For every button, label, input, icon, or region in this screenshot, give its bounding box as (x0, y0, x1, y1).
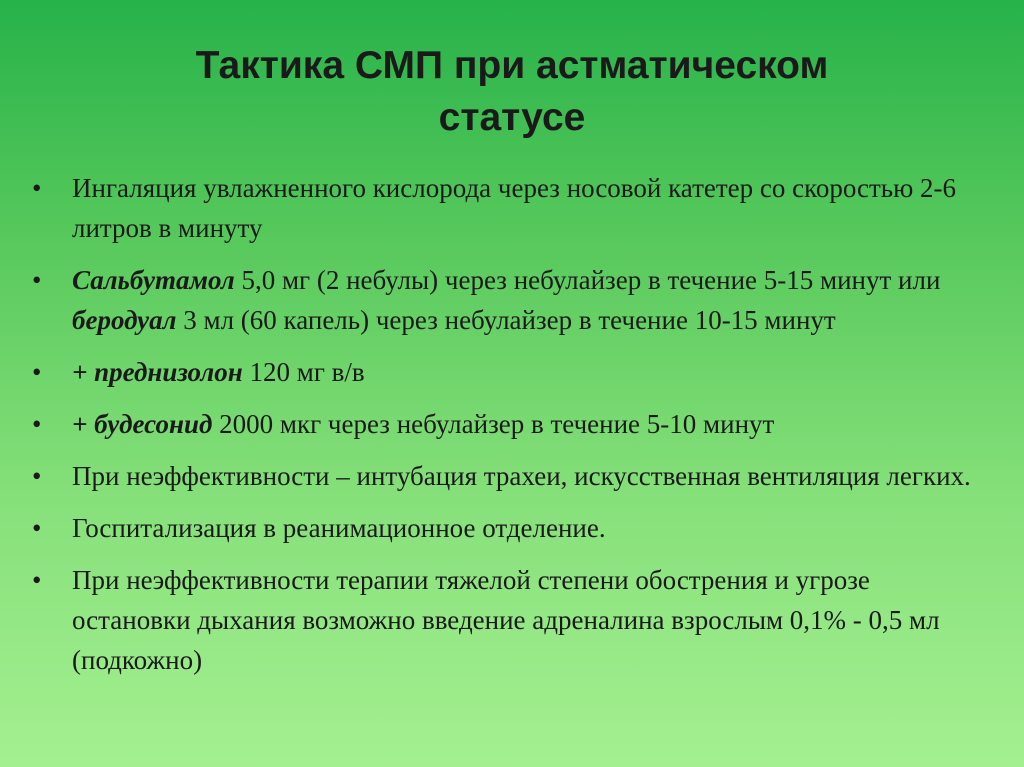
bullet-list (32, 168, 992, 692)
item-text: При неэффективности – интубация трахеи, искусственная вентиляция легких. (72, 461, 971, 491)
item-text: 2000 мкг через небулайзер в течение 5-10 минут (212, 409, 775, 439)
item-text: Ингаляция увлажненного кислорода через носовой катетер со скоростью 2-6 литров в минуту (72, 173, 957, 243)
item-text: При неэффективности терапии тяжелой степени обострения и угрозе остановки дыхания возможно введение адреналина взрослым 0,1% - 0,5 мл (подкожно) (72, 565, 940, 675)
list-item-adrenaline (32, 560, 992, 680)
bullet-icon: • (32, 565, 42, 595)
slide-title-line-2: статусе (438, 96, 586, 139)
bullet-icon: • (32, 357, 42, 387)
item-prefix: + (72, 357, 95, 387)
item-text: Госпитализация в реанимационное отделение. (72, 513, 606, 543)
bullet-icon: • (32, 409, 42, 439)
list-item-prednisolone (32, 352, 992, 392)
bullet-icon: • (32, 173, 42, 203)
bullet-icon: • (32, 461, 42, 491)
list-item-salbutamol (32, 260, 992, 340)
item-prefix: + (72, 409, 95, 439)
list-item-budesonide (32, 404, 992, 444)
drug-name-budesonide: будесонид (94, 409, 213, 439)
list-item-hospitalization (32, 508, 992, 548)
list-item-intubation (32, 456, 992, 496)
bullet-icon: • (32, 265, 42, 295)
item-text: 5,0 мг (2 небулы) через небулайзер в течение 5-15 минут или (234, 265, 941, 295)
slide-title-line-1: Тактика СМП при астматическом (195, 44, 829, 87)
drug-name-prednisolone: преднизолон (94, 357, 243, 387)
item-text: 3 мл (60 капель) через небулайзер в течение 10-15 минут (176, 305, 836, 335)
bullet-icon: • (32, 513, 42, 543)
slide-title (0, 40, 1024, 144)
item-text: 120 мг в/в (242, 357, 365, 387)
drug-name-salbutamol: Сальбутамол (72, 265, 235, 295)
drug-name-berodual: беродуал (72, 305, 177, 335)
list-item-oxygen (32, 168, 992, 248)
